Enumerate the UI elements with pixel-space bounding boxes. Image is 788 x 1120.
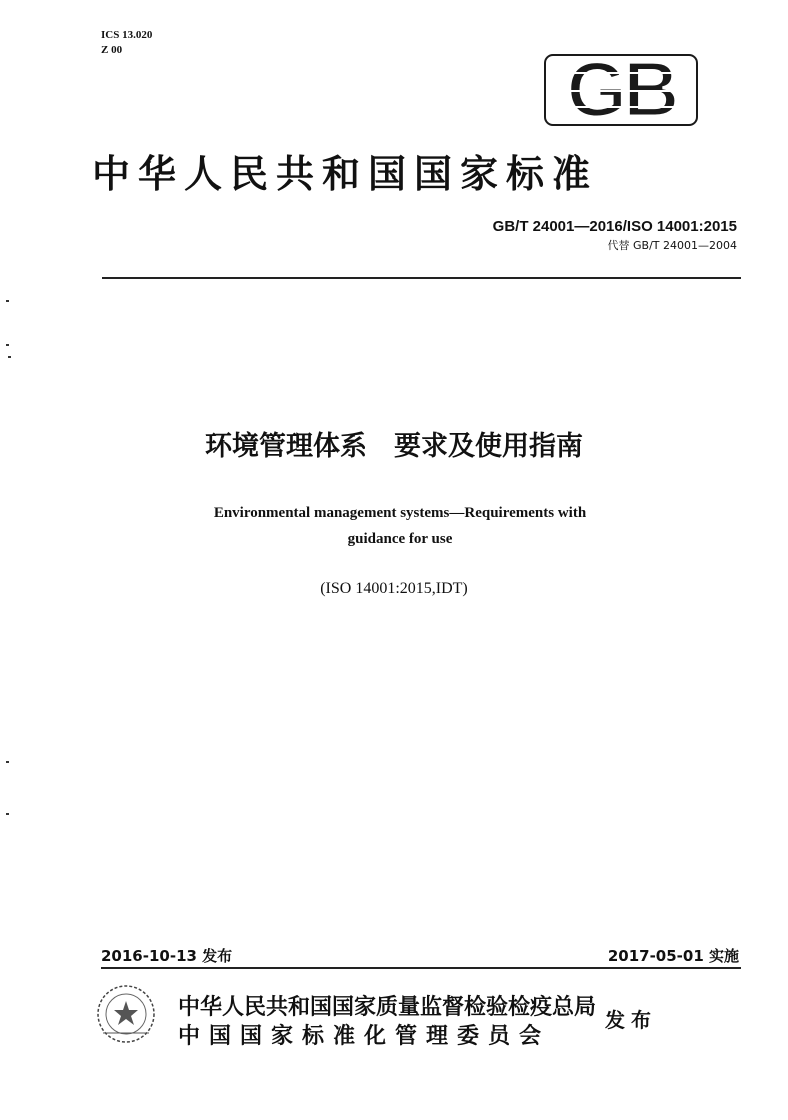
gb-logo-text: GB <box>566 45 676 127</box>
standard-number: GB/T 24001—2016/ISO 14001:2015 <box>492 218 737 235</box>
english-title-line2: guidance for use <box>347 531 453 547</box>
document-title-chinese: 环境管理体系 要求及使用指南 <box>205 431 583 462</box>
official-seal-icon <box>95 983 157 1045</box>
classification-codes <box>101 28 152 58</box>
gb-logo <box>543 43 699 127</box>
scan-speck <box>8 356 11 358</box>
document-title-english <box>140 500 660 552</box>
scan-speck <box>6 344 9 346</box>
header-divider <box>102 277 741 279</box>
scan-speck <box>6 761 9 763</box>
scan-speck <box>6 813 9 815</box>
footer-divider <box>101 967 741 969</box>
publish-label: 发布 <box>605 1008 657 1032</box>
issuer-sac: 中国国家标准化管理委员会 <box>178 1024 551 1049</box>
ics-code: ICS 13.020 <box>101 29 153 41</box>
implementation-date: 2017-05-01 实施 <box>607 947 739 965</box>
scan-speck <box>6 300 9 302</box>
national-standard-heading: 中华人民共和国国家标准 <box>92 152 599 196</box>
issuer-aqsiq: 中华人民共和国国家质量监督检验检疫总局 <box>178 995 597 1020</box>
english-title-line1: Environmental management systems—Requirements with <box>213 505 587 521</box>
replaces-standard: 代替 GB/T 24001—2004 <box>607 239 737 252</box>
ccs-code: Z 00 <box>101 44 123 56</box>
issue-date: 2016-10-13 发布 <box>101 947 233 965</box>
adoption-note: (ISO 14001:2015,IDT) <box>320 580 468 597</box>
